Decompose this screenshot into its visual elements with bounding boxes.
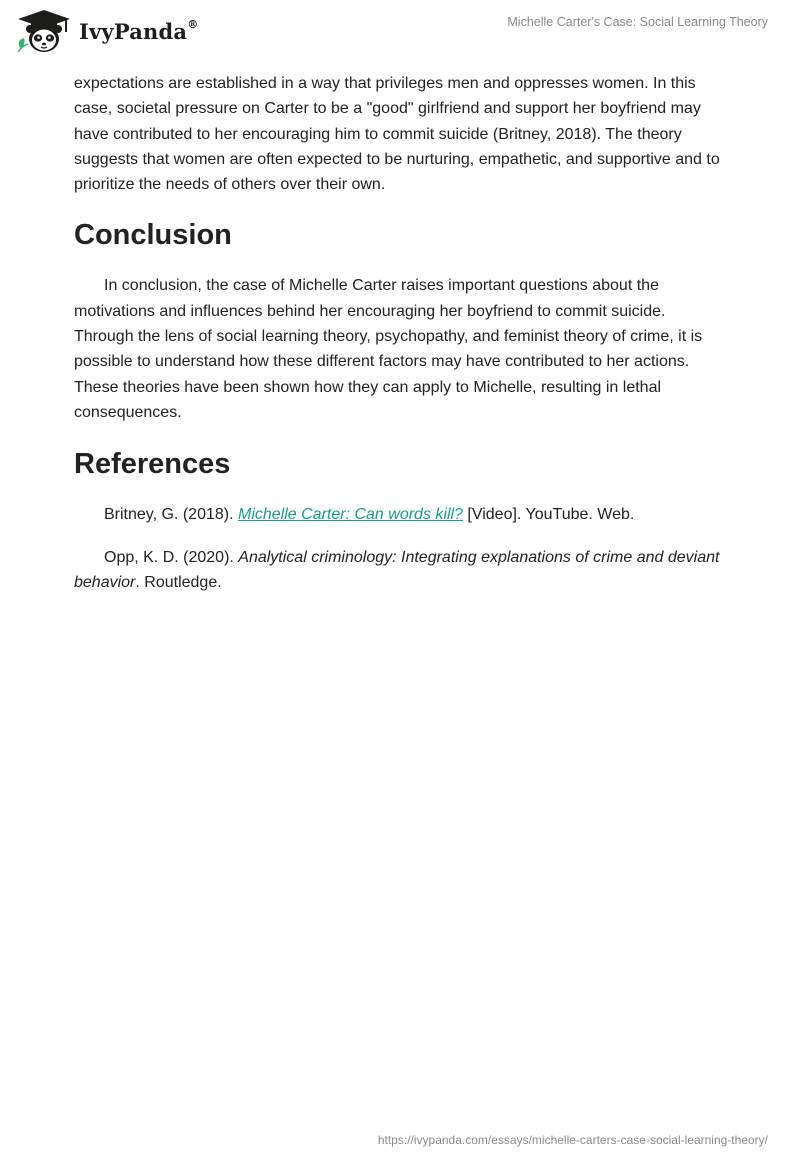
reference-book-title: Analytical criminology: Integrating explanations of crime and deviant behavior	[74, 548, 720, 591]
reference-publisher: . Routledge.	[135, 573, 222, 591]
brand-name: IvyPanda®	[79, 17, 199, 44]
ivypanda-logo[interactable]	[14, 8, 198, 54]
conclusion-heading: Conclusion	[74, 219, 232, 252]
page-url[interactable]: https://ivypanda.com/essays/michelle-carters-case-social-learning-theory/	[377, 1133, 768, 1147]
essay-content	[74, 71, 726, 595]
reference-video-link[interactable]: Michelle Carter: Can words kill?	[237, 506, 463, 524]
reference-publisher: [Video]. YouTube. Web.	[462, 506, 635, 524]
reference-author: Opp, K. D. (2020).	[104, 548, 239, 566]
page-header	[0, 0, 800, 60]
reference-author: Britney, G. (2018).	[104, 506, 238, 524]
reference-item	[74, 545, 726, 596]
references-heading: References	[74, 448, 231, 481]
intro-paragraph: expectations are established in a way that privileges men and oppresses women. In this case, societal pressure on Carter to be a "good" girlfriend and support her boyfriend may have contributed to her encouraging him to commit suicide (Britney, 2018). The theory suggests that women are often expected to be nurturing, empathetic, and supportive and to prioritize the needs of others over their own.	[74, 75, 720, 194]
reference-item	[74, 502, 726, 527]
document-title: Michelle Carter's Case: Social Learning Theory	[507, 15, 768, 29]
panda-graduate-logo-icon	[14, 8, 74, 54]
conclusion-paragraph: In conclusion, the case of Michelle Carter raises important questions about the motivations and influences behind her encouraging her boyfriend to commit suicide. Through the lens of social learning theory, psychopathy, and feminist theory of crime, it is possible to understand how these different factors may have contributed to her actions. These theories have been shown how they can apply to Michelle, resulting in lethal consequences.	[74, 277, 703, 421]
